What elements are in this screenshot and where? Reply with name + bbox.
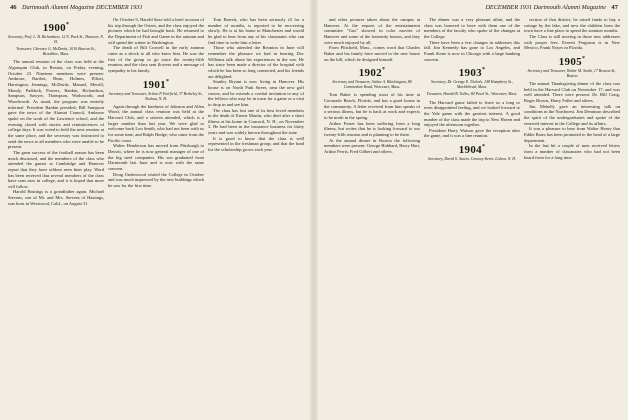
- class-note-paragraph: The great success of the football season has been much discussed, and the members of the class who attended the games at Cambridge and Hanover report that they have seldom seen finer play. Word has been received that several members of the class have sons now in college, and it is hoped that more will follow.: [8, 149, 104, 189]
- class-officer-byline: Secretary and Treasurer, Arthur P. Fairfield, 37 Berkeley St., Nashua, N. H.: [108, 91, 204, 101]
- class-officer-byline: Secretary, Dr. George E. Nichols, 148 Humphrey St., Marblehead, Mass.: [430, 80, 513, 90]
- class-year-heading: 1902 *: [324, 67, 420, 79]
- class-note-paragraph: Again through the kindness of Johnson and Allen Wood, the annual class reunion was held at the Harvard Club, and a sixteen attended, which is a larger number than last year. We were glad to welcome back Lou Smith, who had not been with us for some time, and Ralph Hodge, who came from the Pacific coast.: [108, 103, 204, 143]
- class-note-paragraph: There have been a few changes in addresses this fall. Jim Kennedy has gone to Los Angeles, and Frank Stone is now in Chicago with a large banking concern.: [424, 39, 520, 62]
- class-note-paragraph: Stanley Bryant is now living in Hanover. His house is on North Park Street, near the new golf course, and he extends a cordial invitation to any of the fellows who may be in town for a game or a visit to drop in and see him.: [208, 79, 304, 107]
- class-note-paragraph: Walter Henderson has moved from Pittsburgh to Detroit, where he is now general manager of one of the big steel companies. His son graduated from Dartmouth last June and is now with the same concern.: [108, 143, 204, 171]
- class-note-paragraph: From Pittsfield, Mass., comes word that Charles Baker and his family have moved to the new house on the hill, which he designed himself.: [324, 45, 420, 62]
- right-page: [316, 0, 628, 420]
- class-officer-byline: Treasurer, Clarence G. McDavitt, 1010 Beacon St., Brookline, Mass.: [16, 47, 96, 57]
- class-note-paragraph: At the annual dinner in Boston the following members were present: George Hubbard, Harry Hart, Arthur Ferris, Fred Gilbert and others.: [324, 137, 420, 154]
- class-officer-byline: Secretary, David S. Austin, Conway Street, Lisbon, N. H.: [427, 157, 517, 162]
- class-note-paragraph: Those who attended the Reunion in June will remember the pleasure we had in hearing Doc Williams talk about his experiences in the war. He has since been made a director of the hospital with which he has been so long connected, and his friends are delighted.: [208, 45, 304, 79]
- class-note-paragraph: The annual Thanksgiving dinner of the class was held in the Harvard Club on November 17, and was well attended. There were present: Dr. Bill Craig, Roger Brown, Harry Fuller and others.: [524, 81, 620, 104]
- class-note-paragraph: The dinner was a very pleasant affair, and the class was honored to have with them one of the members of the faculty who spoke of the changes at the College.: [424, 17, 520, 39]
- class-officer-byline: Secretary and Treasurer, Walter M. Smith, 17 Beacon St., Boston: [527, 68, 617, 79]
- class-note-paragraph: Arthur Foster has been suffering from a long illness, but writes that he is looking forward to our twenty-fifth reunion and is planning to be there.: [324, 120, 420, 138]
- left-column-3: [208, 17, 304, 415]
- class-year-heading: 1901 *: [108, 79, 204, 91]
- class-note-paragraph: The Harvard game failed to leave us a long or even disappointed feeling, and we looked forward to the Yale game with the greatest interest. A good number of the class made the trip to New Haven and enjoyed the afternoon together.: [424, 99, 520, 128]
- class-note-paragraph: The death of Bill Crowell in the early autumn came as a shock to all who knew him. He was the first of the group to go since the twenty-fifth reunion, and the class sent flowers and a message of sympathy to his family.: [108, 45, 204, 73]
- left-column-2: [108, 17, 204, 415]
- left-page-number: 46: [10, 4, 17, 11]
- class-note-paragraph: In the last bit a couple of men received letters from a number of classmates who had not been heard from for a long time.: [524, 143, 620, 160]
- class-year-heading: 1904 *: [424, 144, 520, 156]
- class-officer-byline: Secretary, Prof. L. B. Richardson, 12 N. Park St., Hanover, N. H.: [8, 35, 104, 45]
- class-note-paragraph: It is good to know that the class is well represented in the freshman group, and that the fund for the scholarship grows each year.: [208, 135, 304, 153]
- class-note-paragraph: It was a pleasure to hear from Walter Henry that Eddie Bates has been promoted to the head of a large department.: [524, 126, 620, 143]
- class-year-heading: 1900 *: [8, 22, 104, 34]
- right-page-number: 47: [611, 4, 618, 11]
- class-note-paragraph: section of that district, he raised funds to buy a cottage by the lake, and now the children from the town have a fine place to spend the summer months.: [524, 17, 620, 34]
- left-running-head: [10, 4, 302, 14]
- left-column-1: [8, 17, 104, 415]
- class-year-heading: 1905 *: [524, 56, 620, 68]
- class-note-paragraph: Doug Underwood visited the College in October and was much impressed by the new buildings which he saw for the first time.: [108, 171, 204, 188]
- class-year-heading: 1903 *: [424, 67, 520, 79]
- class-note-paragraph: The annual reunion of the class was held at the Algonquin Club, in Boston, on Friday evening, October 23. Nineteen members were present: Ambrose, Bartlett, Bean, Holmes, Elliott, Harrington, Jennings, McDavitt, Manuel, Merrill, Mondy, Paddock, Powers, Rankin, Richardson, Sampson, Sawyer, Thompson, Wadsworth, and Woodworth. As usual, the program was entirely informal. President Rankin presided; Bill Sampson gave the news of the Alumni Council, Ambrose spoke on the work of the Lawrence school, and the evening closed with stories and reminiscences of college days. It was voted to hold the next reunion at the same place, and the secretary was instructed to send the news to all members who were unable to be present.: [8, 59, 104, 150]
- class-note-paragraph: The Class is still moving in those new addresses with proper fees. Everett Ferguson is in New Mexico, Frank Noyes in Florida.: [524, 33, 620, 51]
- right-column-1: [324, 17, 420, 415]
- class-officer-byline: Treasurer, Harold B. Tolles, 84 Pearl St., Worcester, Mass.: [426, 92, 518, 97]
- class-note-paragraph: President Harry Watson gave the reception after the game, and it was a fine reunion.: [424, 127, 520, 139]
- class-note-paragraph: Harold Hastings is a grandfather again. Michael Stevens, son of Mr. and Mrs. Stevens of Hastings, was born in Westwood, Calif., on August 31.: [8, 189, 104, 206]
- class-note-paragraph: On October 9, Harold Saxe told a brief account of his trip through the Orient, and the class enjoyed the pictures which he had brought back. He returned to the Department of Fish and Game in the autumn and will spend the winter in Washington.: [108, 17, 204, 45]
- class-note-paragraph: Tom Barrett, who has been seriously ill for a number of months, is reported to be recovering slowly. He is at his home in Manchester and would be glad to hear from any of his classmates who can find time to write him a letter.: [208, 17, 304, 45]
- class-officer-byline: Secretary and Treasurer, Arthur A. Blackington, 84 Commodore Road, Worcester, Mass.: [332, 80, 412, 90]
- right-column-3: [524, 17, 620, 415]
- right-running-head: [326, 4, 618, 14]
- class-note-paragraph: Jim Mehelly gave an interesting talk on conditions in the Northwest. Jim Dennison described the spirit of the undergraduates and spoke of the renewed interest in the College and its affairs.: [524, 103, 620, 126]
- class-note-paragraph: The class has lost one of its best loved members in the death of Ernest Martin, who died after a short illness at his home in Concord, N. H., on November 3. He had been in the insurance business for thirty years and was widely known throughout the state.: [208, 107, 304, 136]
- right-running-title: DECEMBER 1931 Dartmouth Alumni Magazine: [485, 4, 606, 11]
- class-note-paragraph: Tom Baker is spending most of his time at Coronado Beach, Florida, and has a good house in the community. A letter received from him speaks of a serious illness, but he is back at work and expects to be north in the spring.: [324, 92, 420, 121]
- right-column-2: [424, 17, 520, 415]
- left-page: [0, 0, 312, 420]
- left-running-title: Dartmouth Alumni Magazine DECEMBER 1931: [22, 4, 143, 11]
- class-note-paragraph: and other pictures taken about the campus at Hanover. At the request of the entertainment committee "Gus" showed in color movies of Hanover and some of the fraternity houses, and they were much enjoyed by all.: [324, 17, 420, 45]
